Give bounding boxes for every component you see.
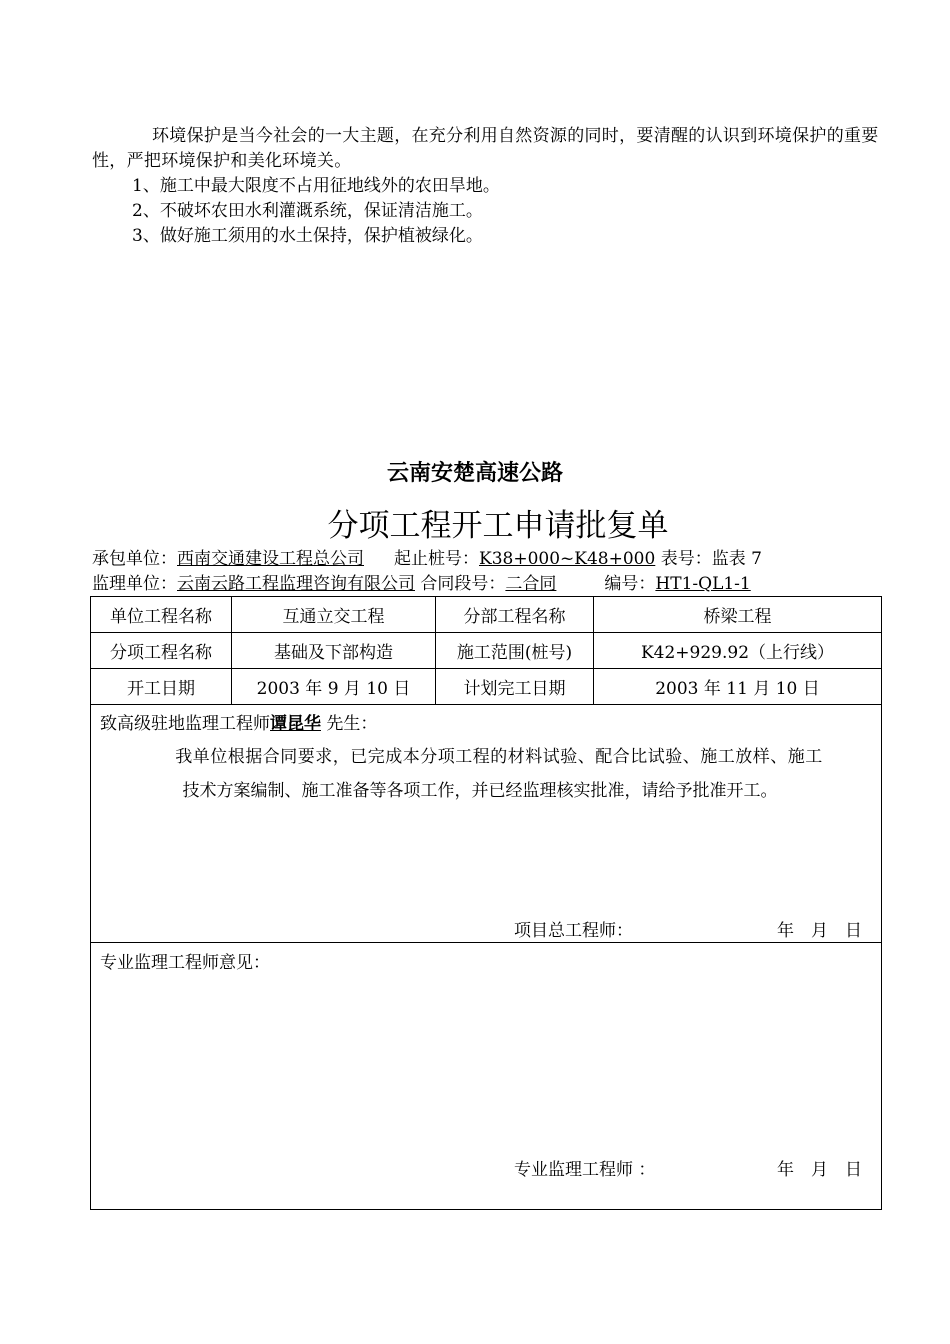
table-row bbox=[91, 669, 882, 705]
intro-paragraph: 环境保护是当今社会的一大主题，在充分利用自然资源的同时，要清醒的认识到环境保护的重要性，严把环境保护和美化环境关。 bbox=[92, 126, 879, 171]
table-cell-value: 基础及下部构造 bbox=[232, 633, 436, 669]
salutation-suffix: 先生： bbox=[326, 714, 378, 734]
engineer-name: 谭昆华 bbox=[270, 714, 321, 734]
table-cell-label: 计划完工日期 bbox=[436, 669, 594, 705]
chief-engineer-date: 年 月 日 bbox=[777, 921, 862, 941]
table-cell-label: 开工日期 bbox=[91, 669, 232, 705]
serial-value: HT1-QL1-1 bbox=[655, 574, 751, 594]
supervisor-label: 监理单位： bbox=[92, 574, 177, 594]
salutation bbox=[100, 709, 377, 734]
table-cell-value: K42+929.92（上行线） bbox=[594, 633, 882, 669]
table-cell-label: 分部工程名称 bbox=[436, 597, 594, 633]
stake-label: 起止桩号： bbox=[394, 549, 479, 569]
intro-item: 2、不破坏农田水利灌溉系统，保证清洁施工。 bbox=[132, 201, 483, 221]
opinion-cell bbox=[91, 943, 882, 1210]
table-cell-value: 桥梁工程 bbox=[594, 597, 882, 633]
stake-value: K38+000~K48+000 bbox=[479, 549, 656, 569]
application-text bbox=[100, 740, 860, 808]
form-title: 云南安楚高速公路 bbox=[386, 461, 563, 486]
serial-label: 编号： bbox=[604, 574, 656, 594]
table-row bbox=[91, 597, 882, 633]
opinion-label: 专业监理工程师意见： bbox=[100, 953, 270, 973]
table-cell-label: 单位工程名称 bbox=[91, 597, 232, 633]
contract-value: 二合同 bbox=[505, 574, 557, 594]
meta-line-contractor bbox=[92, 547, 912, 571]
table-cell-value: 互通立交工程 bbox=[232, 597, 436, 633]
table-cell-value: 2003 年 11 月 10 日 bbox=[594, 669, 882, 705]
chief-engineer-signature-label: 项目总工程师： bbox=[514, 921, 633, 941]
application-text-line: 我单位根据合同要求，已完成本分项工程的材料试验、配合比试验、施工放样、施工 bbox=[175, 747, 823, 767]
table-row bbox=[91, 633, 882, 669]
meta-line-supervisor bbox=[92, 572, 912, 596]
intro-item: 3、做好施工须用的水土保持，保护植被绿化。 bbox=[132, 226, 483, 246]
contractor-value: 西南交通建设工程总公司 bbox=[177, 549, 364, 569]
application-body-row bbox=[91, 705, 882, 943]
salutation-prefix: 致高级驻地监理工程师 bbox=[100, 714, 270, 734]
opinion-row bbox=[91, 943, 882, 1210]
table-no-label: 表号： bbox=[660, 549, 712, 569]
contractor-label: 承包单位： bbox=[92, 549, 177, 569]
contract-label: 合同段号： bbox=[420, 574, 506, 594]
table-cell-label: 分项工程名称 bbox=[91, 633, 232, 669]
application-body-cell bbox=[91, 705, 882, 943]
supervising-engineer-date: 年 月 日 bbox=[777, 1160, 862, 1180]
form-subtitle: 分项工程开工申请批复单 bbox=[327, 508, 669, 544]
application-text-line: 技术方案编制、施工准备等各项工作，并已经监理核实批准，请给予批准开工。 bbox=[182, 781, 778, 801]
table-no-value: 监表 7 bbox=[711, 549, 762, 569]
application-table bbox=[90, 596, 882, 1210]
supervising-engineer-signature-label: 专业监理工程师 ： bbox=[514, 1160, 656, 1180]
supervisor-value: 云南云路工程监理咨询有限公司 bbox=[177, 574, 415, 594]
table-cell-value: 2003 年 9 月 10 日 bbox=[232, 669, 436, 705]
intro-item: 1、施工中最大限度不占用征地线外的农田旱地。 bbox=[132, 176, 500, 196]
intro-section bbox=[92, 124, 910, 249]
table-cell-label: 施工范围(桩号) bbox=[436, 633, 594, 669]
